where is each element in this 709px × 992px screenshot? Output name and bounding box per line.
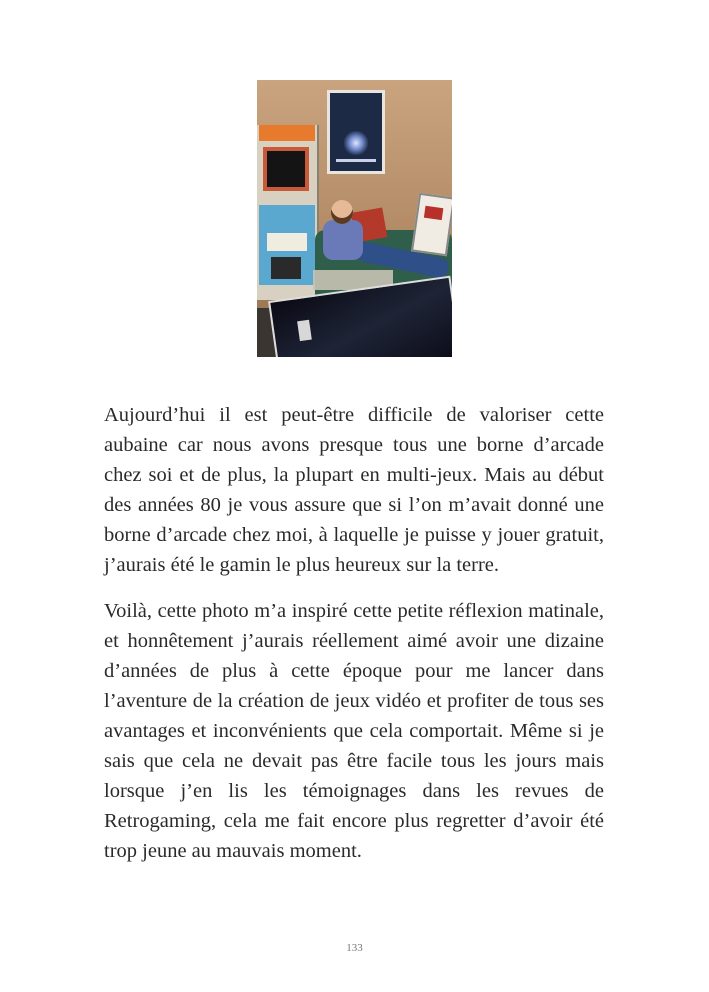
person-head	[331, 200, 353, 224]
paragraph-1: Aujourd’hui il est peut-être difficile de valoriser cette aubaine car nous avons presque tous une borne d’arcade chez soi et de plus, la plupart en multi-jeux. Mais au début des années 80 je vous assure que si l’on m’avait donné une borne d’arcade chez moi, à laquelle je puisse y jouer gratuit, j’aurais été le gamin le plus heureux sur la terre.	[104, 404, 604, 576]
arcade-cabinet	[257, 125, 319, 300]
photo	[257, 80, 452, 357]
paragraph-2: Voilà, cette photo m’a inspiré cette petite réflexion matinale, et honnêtement j’aurais réellement aimé avoir une dizaine d’années de plus à cette époque pour me lancer dans l’aventure de la création de jeux vidéo et profiter de tous ses avantages et inconvénients que cela comportait. Même si je sais que cela ne devait pas être facile tous les jours mais lorsque j’en lis les témoignages dans les revues de Retrogaming, cela me fait encore plus regretter d’avoir été trop jeune au mauvais moment.	[104, 600, 604, 862]
body-text	[104, 400, 604, 882]
wall-poster	[327, 90, 385, 174]
page-number: 133	[346, 942, 363, 954]
framed-poster	[411, 193, 452, 256]
person-torso	[323, 220, 363, 260]
